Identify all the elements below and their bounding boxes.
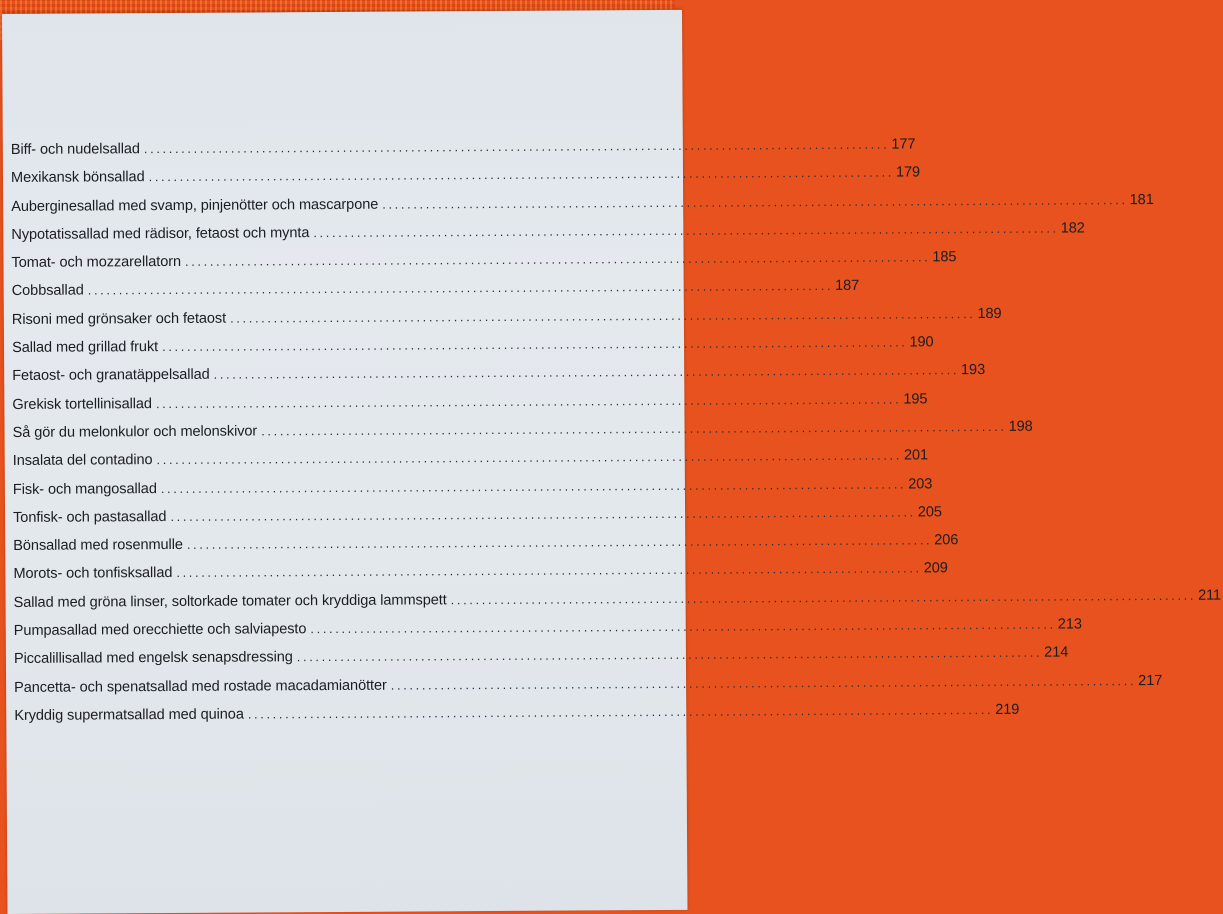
dot-leader: ........................................................................................................................ xyxy=(184,249,931,270)
toc-entry-page: 195 xyxy=(903,391,928,408)
toc-entry-page: 205 xyxy=(917,504,942,521)
toc-entry xyxy=(11,278,860,312)
toc-entry-page: 182 xyxy=(1060,220,1085,237)
dot-leader: ........................................................................................................................ xyxy=(310,616,1056,637)
dot-leader: ........................................................................................................................ xyxy=(156,447,902,468)
toc-entry xyxy=(11,191,1154,227)
toc-entry-page: 198 xyxy=(1008,418,1033,435)
dot-leader: ........................................................................................................................ xyxy=(186,532,933,553)
dot-leader: ........................................................................................................................ xyxy=(170,504,916,524)
toc-entry-title: Biff- och nudelsallad xyxy=(10,141,140,158)
dot-leader: ........................................................................................................................ xyxy=(450,587,1197,608)
toc-entry-page: 214 xyxy=(1044,644,1069,661)
toc-entry-page: 206 xyxy=(934,532,959,549)
dot-leader: ........................................................................................................................ xyxy=(313,220,1059,240)
dot-leader: ........................................................................................................................ xyxy=(87,278,834,298)
toc-entry-title: Grekisk tortellinisallad xyxy=(12,395,152,413)
toc-entry xyxy=(12,391,928,425)
toc-entry-page: 219 xyxy=(995,701,1020,718)
toc-entry xyxy=(14,701,1020,736)
toc-entry-title: Bönsallad med rosenmulle xyxy=(13,537,183,555)
toc-entry-title: Piccalillisallad med engelsk senapsdressing xyxy=(13,649,293,668)
dot-leader: ........................................................................................................................ xyxy=(230,305,976,326)
book-page xyxy=(2,10,1222,914)
toc-entry-title: Nypotatissallad med rädisor, fetaost och mynta xyxy=(11,225,310,243)
dot-leader: ........................................................................................................................ xyxy=(148,164,895,185)
toc-entry-title: Risoni med grönsaker och fetaost xyxy=(11,310,227,328)
dot-leader: ........................................................................................................................ xyxy=(160,476,907,496)
toc-entry xyxy=(13,616,1082,651)
dot-leader: ........................................................................................................................ xyxy=(247,701,994,722)
dot-leader: ........................................................................................................................ xyxy=(176,560,922,581)
toc-entry xyxy=(10,164,921,199)
dot-leader: ........................................................................................................................ xyxy=(162,334,908,355)
toc-entry-page: 211 xyxy=(1198,587,1222,604)
toc-entry-page: 201 xyxy=(903,447,929,464)
toc-entry-title: Tomat- och mozzarellatorn xyxy=(11,254,182,272)
toc-entry-page: 185 xyxy=(932,249,957,266)
toc-entry xyxy=(12,447,929,482)
toc-entry-title: Mexikansk bönsallad xyxy=(10,169,145,187)
toc-entry-page: 181 xyxy=(1129,191,1154,208)
toc-entry xyxy=(10,136,916,170)
toc-entry xyxy=(14,672,1163,708)
toc-entry xyxy=(13,560,948,595)
toc-entry xyxy=(11,334,934,368)
toc-entry xyxy=(11,305,1002,340)
toc-entry-title: Sallad med grillad frukt xyxy=(11,339,159,357)
toc-entry-title: Fisk- och mangosallad xyxy=(12,480,157,498)
toc-entry-page: 189 xyxy=(977,305,1002,322)
toc-entry-title: Morots- och tonfisksallad xyxy=(13,565,173,583)
toc-entry-page: 190 xyxy=(909,334,934,351)
toc-entry-page: 203 xyxy=(908,475,933,493)
toc-entry-title: Pumpasallad med orecchiette och salviapesto xyxy=(13,621,307,639)
toc-entry-title: Auberginesallad med svamp, pinjenötter och mascarpone xyxy=(11,196,379,215)
toc-entry xyxy=(13,587,1222,623)
toc-entry xyxy=(13,504,942,538)
toc-entry xyxy=(13,532,959,566)
dot-leader: ........................................................................................................................ xyxy=(213,362,960,383)
toc-entry-title: Fetaost- och granatäppelsallad xyxy=(12,367,210,385)
dot-leader: ........................................................................................................................ xyxy=(143,136,890,157)
toc-entry-page: 177 xyxy=(891,136,916,153)
toc-entry xyxy=(12,475,933,510)
toc-entry-title: Så gör du melonkulor och melonskivor xyxy=(12,423,258,441)
toc-entry-title: Tonfisk- och pastasallad xyxy=(13,508,167,526)
toc-entry xyxy=(12,418,1033,453)
dot-leader: ........................................................................................................................ xyxy=(261,418,1007,439)
toc-entry-page: 209 xyxy=(923,560,948,577)
toc-entry xyxy=(11,220,1085,255)
toc-entry-page: 217 xyxy=(1138,672,1163,689)
toc-entry-title: Sallad med gröna linser, soltorkade tomater och kryddiga lammspett xyxy=(13,592,447,611)
dot-leader: ........................................................................................................................ xyxy=(296,645,1043,665)
toc-entry-page: 213 xyxy=(1057,616,1082,633)
toc-entry xyxy=(13,644,1069,680)
toc-entry xyxy=(12,362,986,397)
table-of-contents xyxy=(10,136,1222,736)
toc-entry-title: Insalata del contadino xyxy=(12,452,153,470)
dot-leader: ........................................................................................................................ xyxy=(155,391,902,411)
dot-leader: ........................................................................................................................ xyxy=(390,672,1137,693)
toc-entry-page: 179 xyxy=(895,164,921,181)
toc-entry-page: 193 xyxy=(960,362,986,379)
dot-leader: ........................................................................................................................ xyxy=(382,191,1128,212)
toc-entry-page: 187 xyxy=(835,278,860,295)
toc-entry-title: Cobbsallad xyxy=(11,282,84,300)
toc-entry-title: Kryddig supermatsallad med quinoa xyxy=(14,706,244,724)
toc-entry xyxy=(11,249,957,283)
toc-entry-title: Pancetta- och spenatsallad med rostade macadamianötter xyxy=(14,677,387,696)
